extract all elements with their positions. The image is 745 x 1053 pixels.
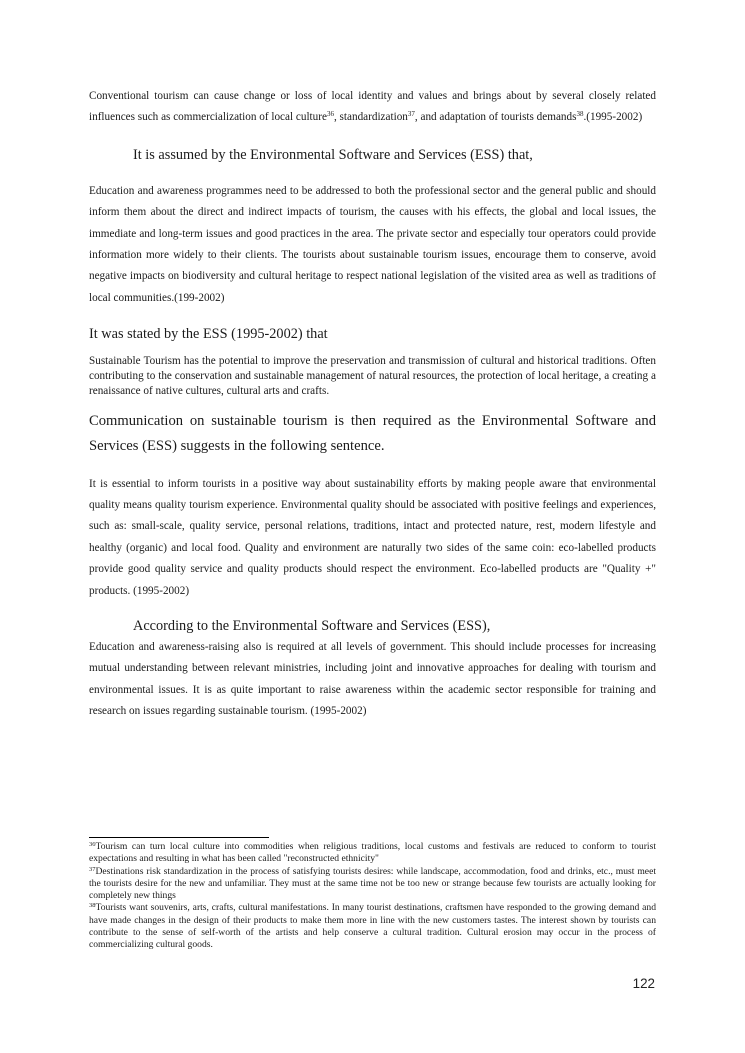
paragraph-sustainable-tourism: Sustainable Tourism has the potential to improve the preservation and transmission of cultural and historical traditions. Often contributing to the conservation and sustainable management of natural resources, the protection of local heritage, a creating a renaissance of native cultures, cultural arts and crafts. [89, 355, 656, 397]
document-page [89, 0, 656, 723]
footnote-37 [89, 866, 656, 903]
p1-text-c: , and adaptation of tourists demands [414, 111, 577, 124]
lead-ess-assumed: It is assumed by the Environmental Software and Services (ESS) that, [133, 146, 533, 163]
paragraph-communication: Communication on sustainable tourism is then required as the Environmental Software and Services (ESS) suggests in the following sentence. [89, 412, 656, 455]
footnote-ref-36[interactable]: 36 [326, 110, 334, 119]
footnote-number: 36 [89, 841, 96, 848]
p1-text-a: Conventional tourism can cause change or loss of local identity and values and brings about by several closely related influences such as commercialization of local culture [89, 90, 656, 124]
footnote-ref-38[interactable]: 38 [576, 110, 584, 119]
p1-text-d: .(1995-2002) [583, 111, 643, 124]
footnote-number: 38 [89, 902, 96, 910]
footnote-ref-37[interactable]: 37 [407, 110, 415, 119]
lead-ess-stated: It was stated by the ESS (1995-2002) that [89, 326, 328, 343]
paragraph-conventional-tourism [89, 86, 656, 129]
footnote-number: 37 [89, 865, 96, 873]
paragraph-education-programmes: Education and awareness programmes need to be addressed to both the professional sector and the general public and should inform them about the direct and indirect impacts of tourism, the causes with his effects, the global and local issues, the immediate and long-term issues and good practices in the area. The private sector and especially tour operators could provide information more widely to their clients. The tourists about sustainable tourism issues, encourage them to conserve, avoid negative impacts on biodiversity and cultural heritage to respect national legislation of the visited area as well as traditions of local communities.(199-2002) [89, 184, 656, 304]
footnote-text: Tourists want souvenirs, arts, crafts, cultural manifestations. In many tourist destinations, craftsmen have responded to the growing demand and have made changes in the design of their products to make them more in line with the new customers tastes. The interest shown by tourists can contribute to the sense of self-worth of the artists and help conserve a cultural tradition. Cultural erosion may occur in the process of commercializing cultural goods. [89, 902, 656, 951]
footnote-36 [89, 841, 656, 866]
page-number: 122 [632, 976, 655, 991]
lead-ess-according: According to the Environmental Software and Services (ESS), [133, 618, 491, 635]
p1-text-b: , standardization [333, 111, 408, 124]
paragraph-inform-tourists: It is essential to inform tourists in a positive way about sustainability efforts by making people aware that environmental quality means quality tourism experience. Environmental quality should be associated with positive feelings and experiences, such as: small-scale, quality service, personal relations, traditions, intact and protected nature, rest, modern lifestyle and healthy (organic) and local food. Quality and environment are naturally two sides of the same coin: eco-labelled products provide good quality service and quality products should respect the environment. Eco-labelled products are "Quality +" products. (1995-2002) [89, 477, 656, 597]
footnote-38 [89, 902, 656, 951]
footnote-separator [89, 837, 269, 838]
footnotes [89, 837, 656, 952]
footnote-text: Destinations risk standardization in the process of satisfying tourists desires: while landscape, accommodation, food and drinks, etc., must meet the tourists desire for the new and unfamiliar. They must at the same time not be too new or strange because few tourists are actually looking for completely new things [89, 865, 656, 902]
paragraph-awareness-raising: Education and awareness-raising also is required at all levels of government. This should include processes for increasing mutual understanding between relevant ministries, including joint and innovative approaches for dealing with tourism and environmental issues. It is as quite important to raise awareness within the academic sector responsible for training and research on issues regarding sustainable tourism. (1995-2002) [89, 641, 656, 718]
footnote-text: Tourism can turn local culture into commodities when religious traditions, local customs and festivals are reduced to conform to tourist expectations and resulting in what has been called "reconstructed ethnicity" [89, 841, 656, 865]
